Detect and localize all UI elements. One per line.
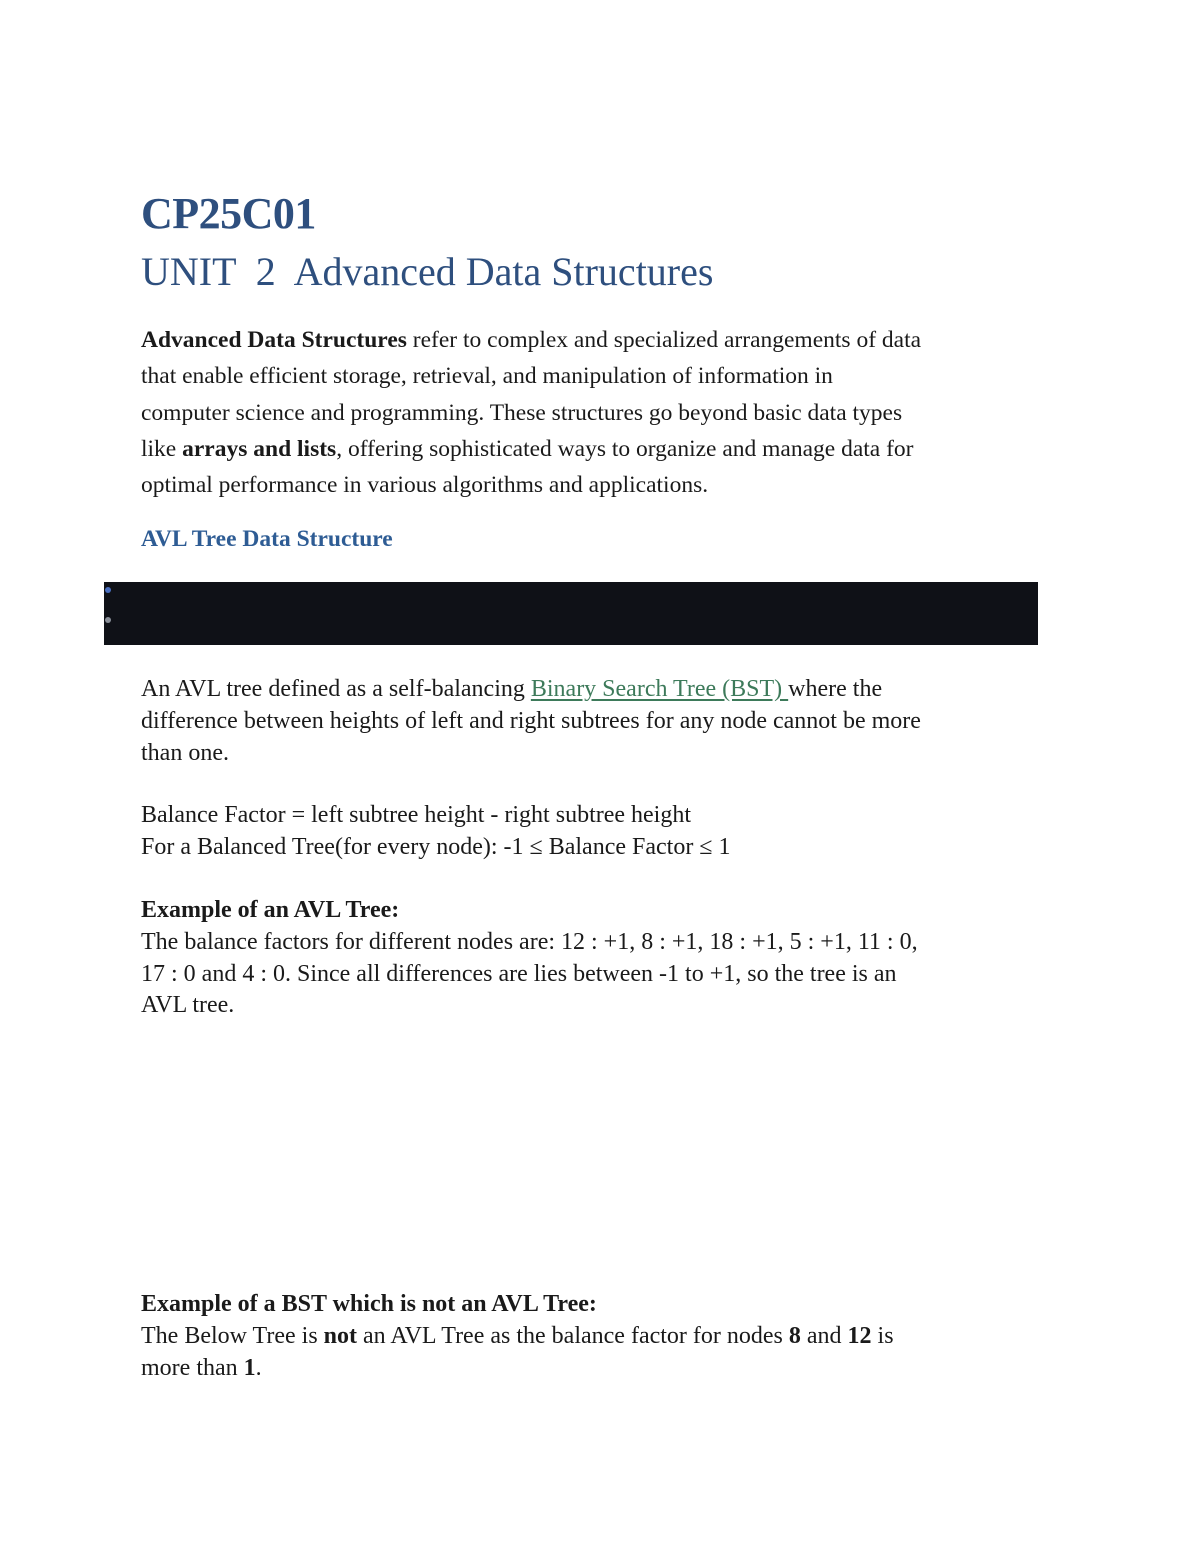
intro-line-5: optimal performance in various algorithms and applications. — [141, 472, 709, 499]
not-avl-text-e: and — [800, 1322, 848, 1349]
course-code: CP25C01 — [141, 189, 316, 238]
intro-line-4-bold: arrays and lists — [182, 435, 337, 462]
example-not-avl-line-2 — [141, 1353, 1081, 1385]
not-avl-line-2-a: more than — [141, 1354, 244, 1381]
blue-bullet-icon — [105, 587, 111, 593]
example-not-avl-heading: Example of a BST which is not an AVL Tree: — [141, 1291, 597, 1317]
not-avl-text-a: The Below Tree is — [141, 1322, 324, 1349]
example-avl-line-2: 17 : 0 and 4 : 0. Since all differences are lies between -1 to +1, so the tree is an — [141, 960, 897, 987]
intro-paragraph — [141, 322, 1071, 503]
definition-line-3: than one. — [141, 739, 229, 766]
not-avl-text-g: is — [871, 1322, 894, 1349]
intro-line-1-text: refer to complex and specialized arrangements of data — [406, 327, 922, 353]
not-avl-line-2-c: . — [255, 1354, 262, 1381]
gray-bullet-icon — [105, 617, 111, 623]
section-heading: AVL Tree Data Structure — [141, 526, 393, 552]
definition-line-1 — [141, 674, 1081, 706]
example-not-avl-block — [141, 1289, 1081, 1384]
example-avl-heading: Example of an AVL Tree: — [141, 897, 400, 923]
bst-link[interactable]: Binary Search Tree (BST) — [530, 676, 789, 702]
not-avl-bold-1: 1 — [243, 1354, 256, 1381]
example-avl-line-1: The balance factors for different nodes are: 12 : +1, 8 : +1, 18 : +1, 5 : +1, 11 : 0, — [141, 928, 918, 955]
not-avl-text-c: an AVL Tree as the balance factor for nodes — [357, 1322, 789, 1349]
balance-condition: For a Balanced Tree(for every node): -1 ≤ Balance Factor ≤ 1 — [141, 833, 731, 860]
intro-line-4-post: , offering sophisticated ways to organize and manage data for — [336, 435, 914, 462]
intro-line-4 — [141, 431, 1071, 467]
balance-factor-block — [141, 800, 1081, 864]
balance-formula: Balance Factor = left subtree height - right subtree height — [141, 802, 692, 828]
unit-title: UNIT 2 Advanced Data Structures — [141, 249, 714, 294]
dark-banner — [104, 582, 1038, 645]
intro-term: Advanced Data Structures — [141, 327, 407, 353]
intro-line-4-pre: like — [141, 435, 183, 462]
example-avl-block — [141, 895, 1081, 1022]
not-avl-bold-12: 12 — [847, 1322, 872, 1349]
intro-line-1 — [141, 322, 1071, 358]
example-avl-line-3: AVL tree. — [141, 992, 235, 1019]
definition-line-2: difference between heights of left and right subtrees for any node cannot be more — [141, 707, 921, 734]
example-not-avl-line-1 — [141, 1321, 1081, 1353]
definition-line-1-post: where the — [788, 676, 883, 702]
not-avl-bold-8: 8 — [788, 1322, 801, 1349]
definition-line-1-pre: An AVL tree defined as a self-balancing — [141, 676, 531, 702]
intro-line-2: that enable efficient storage, retrieval, and manipulation of information in — [141, 363, 833, 390]
avl-definition — [141, 674, 1081, 769]
intro-line-3: computer science and programming. These structures go beyond basic data types — [141, 399, 903, 426]
not-avl-bold-not: not — [323, 1322, 358, 1349]
